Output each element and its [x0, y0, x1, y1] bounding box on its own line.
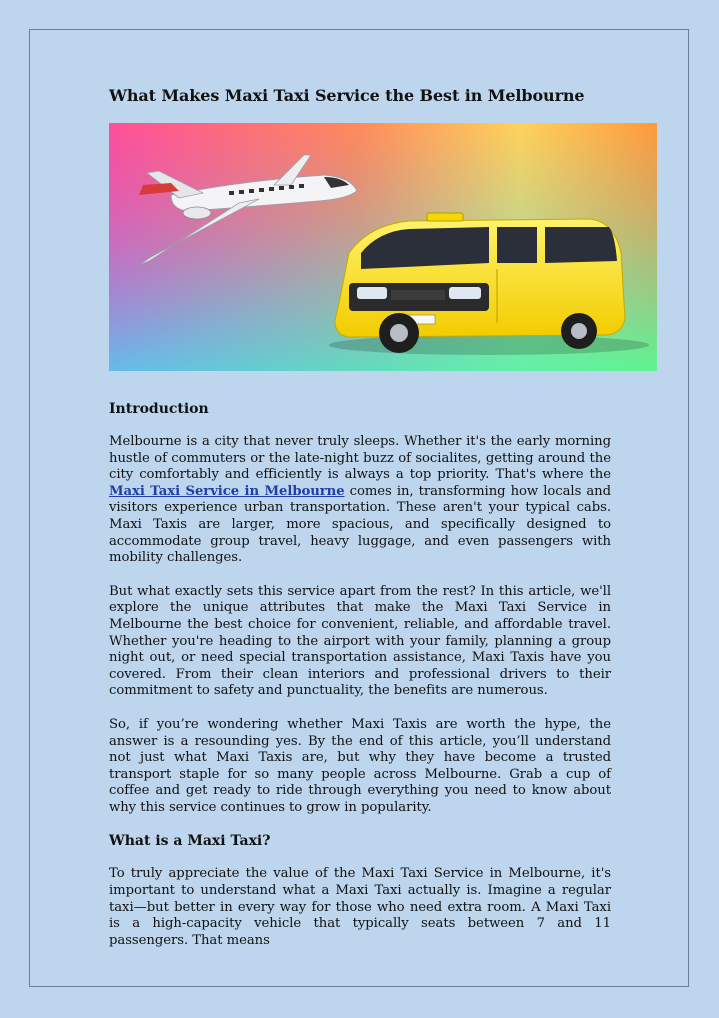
maxi-taxi-service-link[interactable]: Maxi Taxi Service in Melbourne — [109, 483, 345, 499]
maxi-taxi-van-icon — [329, 213, 649, 355]
intro-paragraph-2: But what exactly sets this service apart from the rest? In this article, we'll explore the unique attributes that make the Maxi Taxi Service in Melbourne the best choice for convenient, reliable, and affordable travel. Whether you're heading to the airport with your family, planning a group night out, or need special transportation assistance, Maxi Taxis have you covered. From their clean interiors and professional drivers to their commitment to safety and punctuality, the benefits are numerous. — [109, 583, 611, 699]
document-body — [109, 86, 611, 966]
section-heading-introduction: Introduction — [109, 401, 209, 417]
intro-paragraph-1 — [109, 434, 611, 567]
paragraph-text: comes in, transforming how locals and visitors experience urban transportation. These aren't your typical cabs. Maxi Taxis are larger, more spacious, and specifically designed to accommodate group travel, heavy luggage, and even passengers with mobility challenges. — [109, 483, 611, 566]
hero-image — [109, 123, 657, 371]
paragraph-text: Melbourne is a city that never truly sleeps. Whether it's the early morning hustle of commuters or the late-night buzz of socialites, getting around the city comfortably and efficiently is always a top priority. That's where the — [109, 434, 611, 483]
document-title: What Makes Maxi Taxi Service the Best in Melbourne — [109, 86, 585, 105]
maxi-taxi-paragraph-1: To truly appreciate the value of the Maxi Taxi Service in Melbourne, it's important to understand what a Maxi Taxi actually is. Imagine a regular taxi—but better in every way for those who need extra room. A Maxi Taxi is a high-capacity vehicle that typically seats between 7 and 11 passengers. That means — [109, 866, 611, 948]
section-heading-what-is-maxi-taxi: What is a Maxi Taxi? — [109, 833, 271, 850]
intro-paragraph-3: So, if you’re wondering whether Maxi Taxis are worth the hype, the answer is a resounding yes. By the end of this article, you’ll understand not just what Maxi Taxis are, but why they have become a trusted transport staple for so many people across Melbourne. Grab a cup of coffee and get ready to ride through everything you need to know about why this service continues to grow in popularity. — [109, 716, 611, 815]
